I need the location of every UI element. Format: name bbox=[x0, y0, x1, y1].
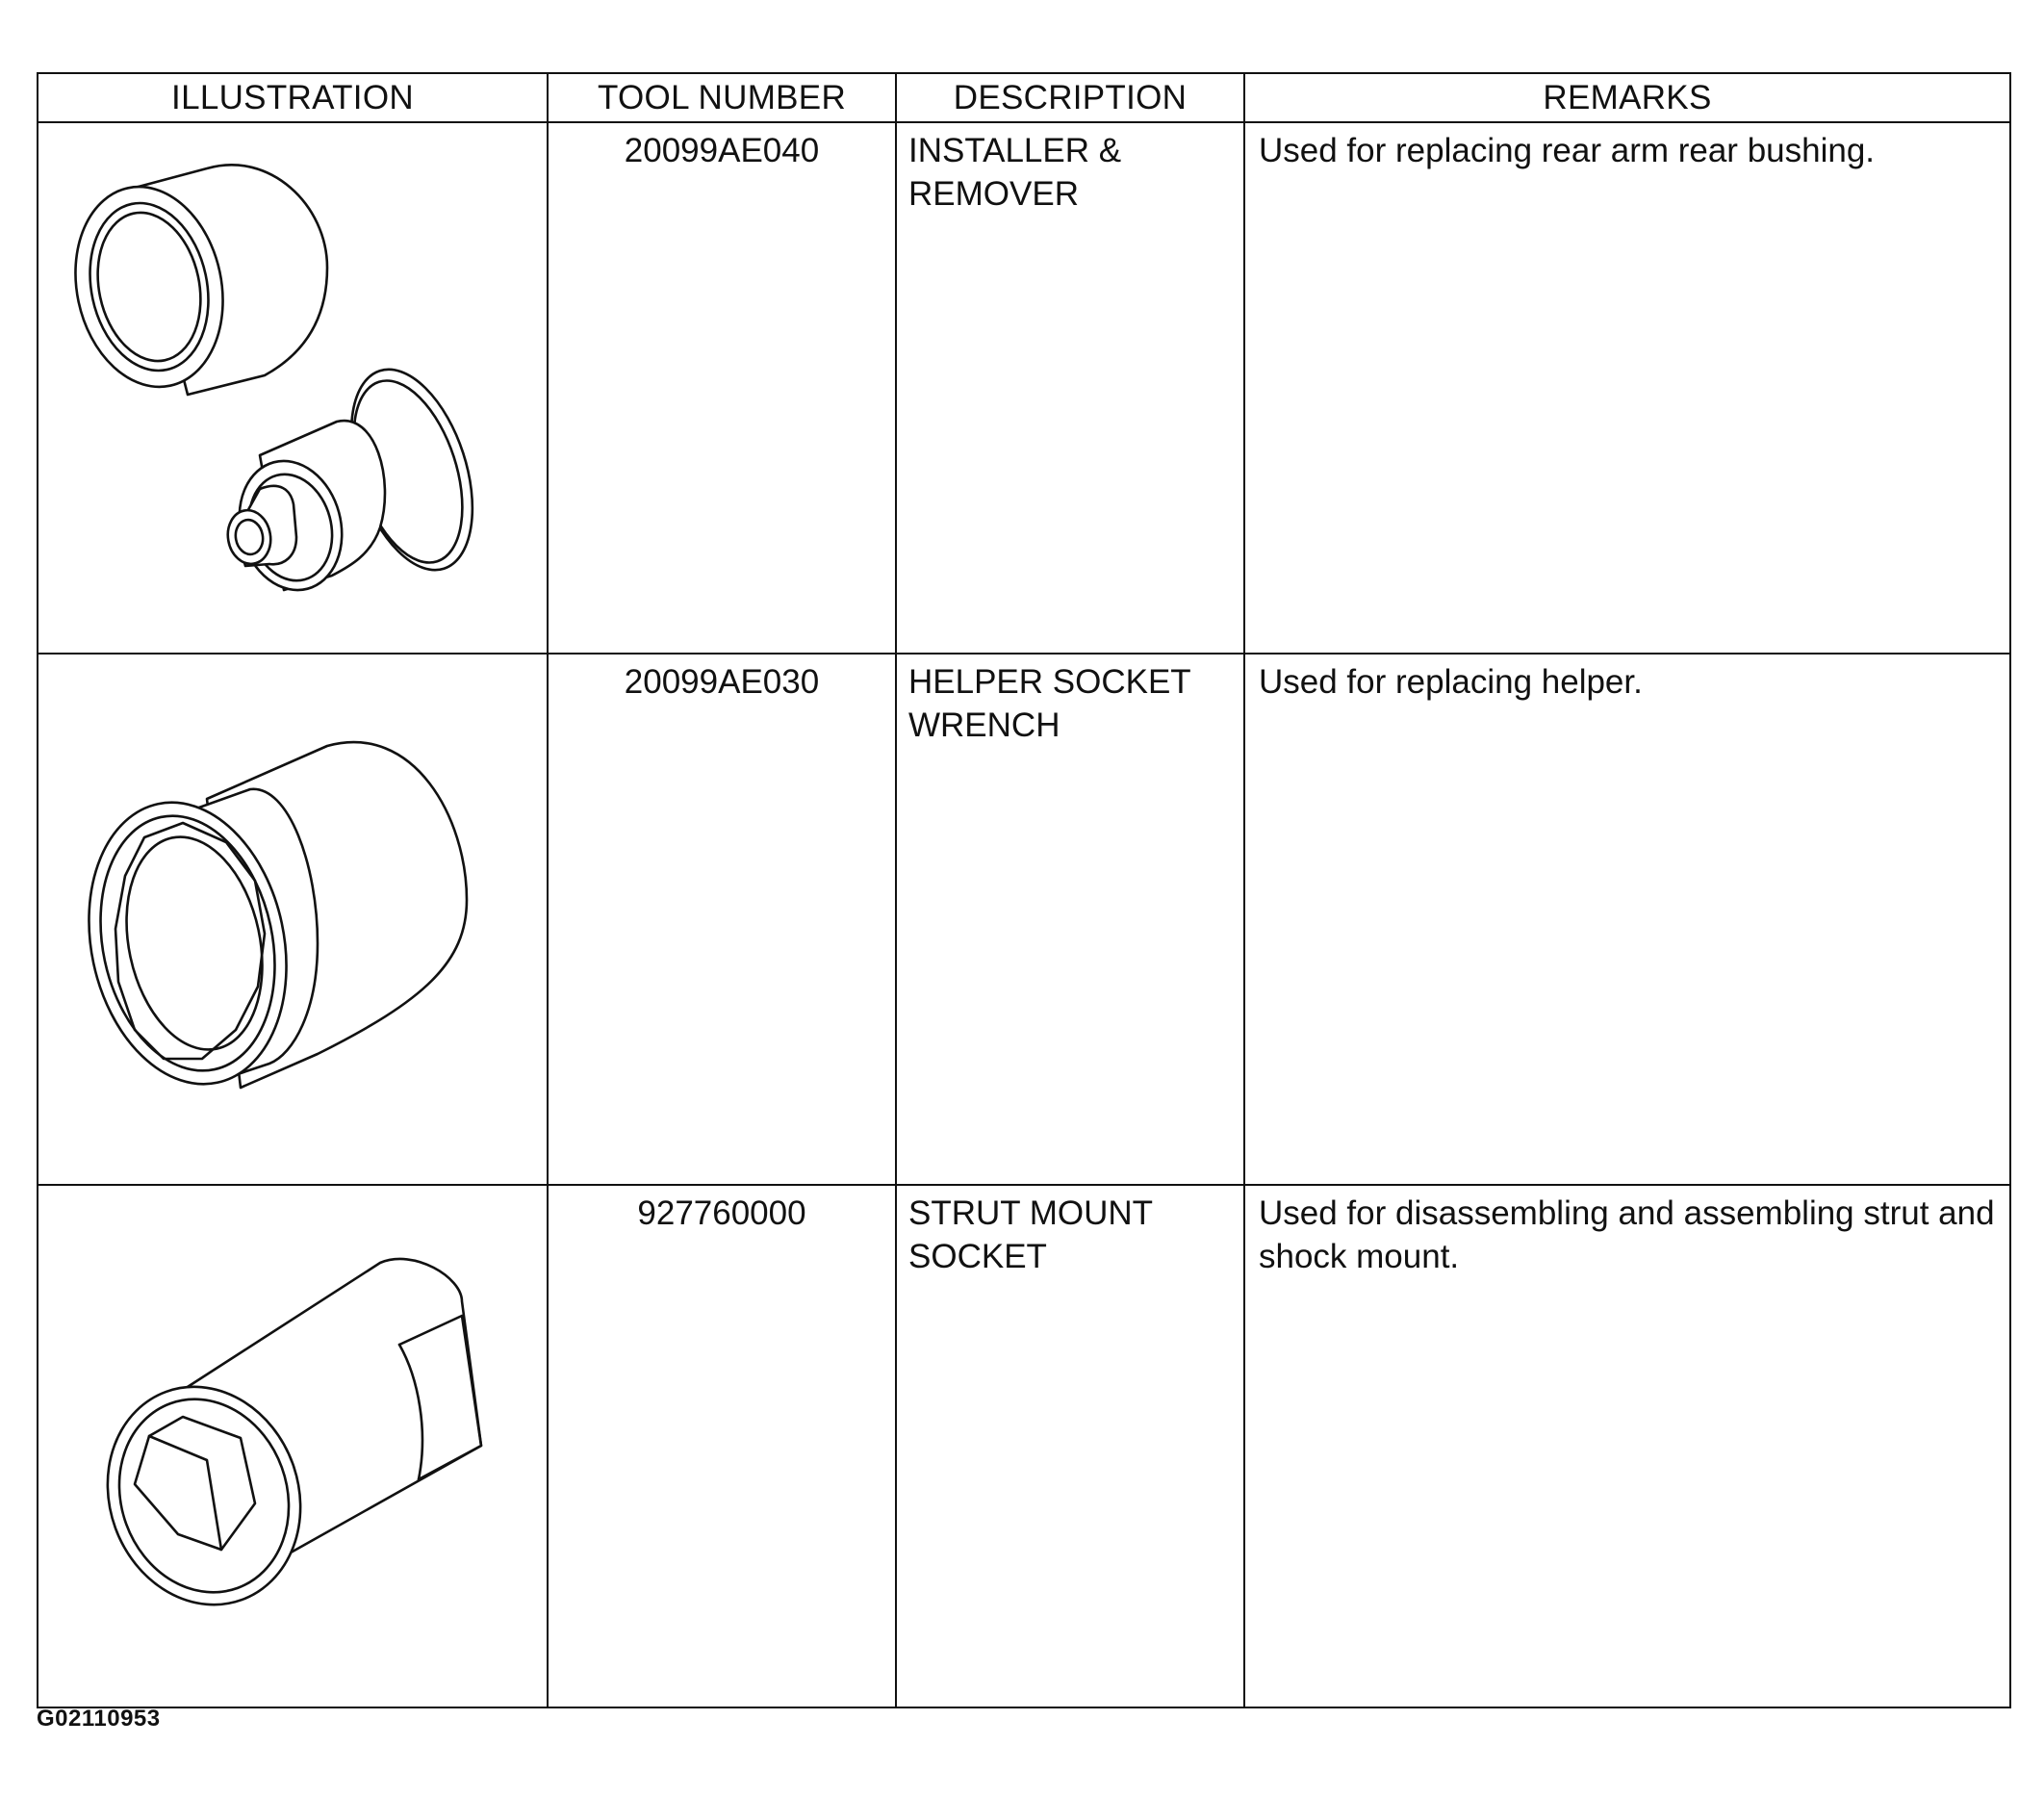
header-row bbox=[38, 73, 2010, 122]
remarks-cell: Used for replacing rear arm rear bushing. bbox=[1244, 122, 2010, 654]
figure-id: G02110953 bbox=[37, 1706, 161, 1732]
remarks-cell: Used for disassembling and assembling strut and shock mount. bbox=[1244, 1185, 2010, 1707]
tool-number-cell: 927760000 bbox=[548, 1185, 896, 1707]
illustration-cell bbox=[38, 122, 548, 654]
strut-mount-socket-icon bbox=[38, 1186, 549, 1701]
description-cell: STRUT MOUNT SOCKET bbox=[896, 1185, 1244, 1707]
header-illustration: ILLUSTRATION bbox=[38, 73, 548, 122]
special-tools-table bbox=[37, 72, 2011, 1708]
description-cell: INSTALLER & REMOVER bbox=[896, 122, 1244, 654]
tool-number-cell: 20099AE040 bbox=[548, 122, 896, 654]
description-cell: HELPER SOCKET WRENCH bbox=[896, 654, 1244, 1185]
illustration-cell bbox=[38, 1185, 548, 1707]
header-tool-number: TOOL NUMBER bbox=[548, 73, 896, 122]
table-row bbox=[38, 654, 2010, 1185]
table-row bbox=[38, 122, 2010, 654]
header-description: DESCRIPTION bbox=[896, 73, 1244, 122]
installer-remover-icon bbox=[38, 123, 549, 647]
illustration-cell bbox=[38, 654, 548, 1185]
tool-number-cell: 20099AE030 bbox=[548, 654, 896, 1185]
header-remarks: REMARKS bbox=[1244, 73, 2010, 122]
remarks-cell: Used for replacing helper. bbox=[1244, 654, 2010, 1185]
table-row bbox=[38, 1185, 2010, 1707]
helper-socket-wrench-icon bbox=[38, 655, 549, 1178]
